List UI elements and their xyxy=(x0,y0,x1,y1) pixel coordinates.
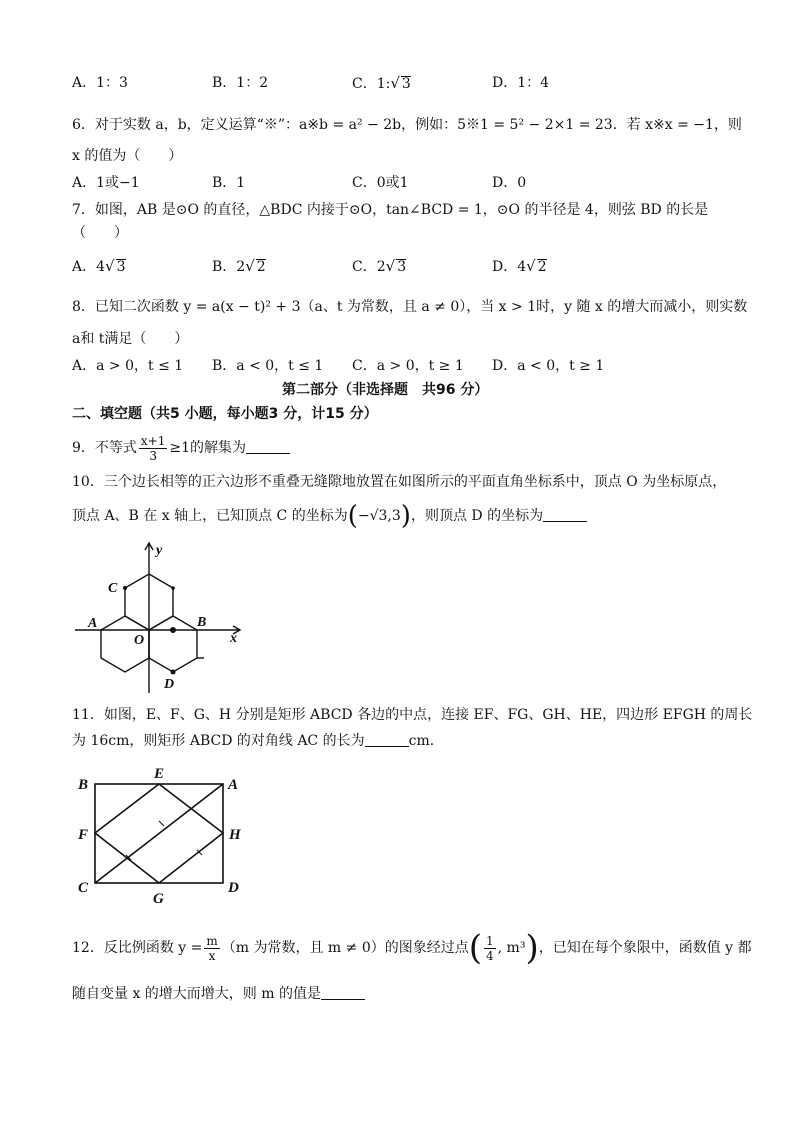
q12-function-denominator: x xyxy=(208,948,216,963)
part2-title: 第二部分（非选择题 共96 分） xyxy=(282,382,489,398)
q7-option-d: D．4√ 2 xyxy=(492,257,547,275)
q6-line1: 6．对于实数 a，b，定义运算“※”：a※b = a² − 2b，例如：5※1 = 5² − 2×1 = 23．若 x※x = −1，则 xyxy=(72,117,742,133)
q12-middle: （m 为常数，且 m ≠ 0）的图象经过点 xyxy=(221,940,469,956)
q7-option-a: A．4√ 3 xyxy=(72,257,126,275)
label-a: A xyxy=(88,616,98,631)
q7-option-a-coef: A．4 xyxy=(72,259,106,275)
q8-line1: 8．已知二次函数 y = a(x − t)² + 3（a、t 为常数，且 a ≠ 0），当 x > 1时，y 随 x 的增大而减小，则实数 xyxy=(72,299,748,315)
q7-option-b: B．2√ 2 xyxy=(212,257,266,275)
q12-function-numerator: m xyxy=(206,933,218,948)
q12-point-denominator: 4 xyxy=(486,948,494,963)
label-c: C xyxy=(78,880,89,896)
q12-line2 xyxy=(72,985,365,1003)
label-y-axis: y xyxy=(156,543,163,558)
q12-point-m: , m³ xyxy=(497,940,526,956)
q8-option-a: A．a > 0，t ≤ 1 xyxy=(72,358,184,374)
q9-suffix: ≥1的解集为 xyxy=(169,440,247,456)
section2-title: 二、填空题（共5 小题，每小题3 分，计15 分） xyxy=(72,406,378,422)
figure-rectangle xyxy=(72,760,252,910)
label-b: B xyxy=(78,777,89,793)
point-b-dot xyxy=(170,627,176,633)
label-g: G xyxy=(153,891,164,907)
q10-answer-blank[interactable] xyxy=(543,507,587,522)
q6-option-d: D．0 xyxy=(492,175,527,191)
q10-line2-suffix: ，则顶点 D 的坐标为 xyxy=(410,508,544,524)
q12-point-fraction xyxy=(484,934,496,963)
q7-option-a-radicand: 3 xyxy=(116,259,126,275)
q5-option-d: D．1：4 xyxy=(492,75,550,91)
label-h: H xyxy=(229,827,241,843)
point-c-dot xyxy=(123,586,127,590)
q9 xyxy=(72,430,290,466)
hexagon-right xyxy=(149,616,197,672)
q12-line1: 12．反比例函数 y = $\frac{m}{x}$ （m 为常数，且 m ≠ 0）的图象经过点( $\frac{1}{4}$ , m³)，已知在每个象限中，函数值 y 都 xyxy=(72,928,752,968)
q7-option-b-coef: B．2 xyxy=(212,259,246,275)
q9-fraction xyxy=(139,434,167,463)
q5-option-c-prefix: C．1: xyxy=(352,76,391,92)
q11-line2 xyxy=(72,732,444,750)
q5-option-c: C．1:√ 3 xyxy=(352,74,411,92)
q12-line2-text: 随自变量 x 的增大而增大，则 m 的值是 xyxy=(72,986,321,1002)
q11-answer-blank[interactable] xyxy=(365,732,409,747)
q12-prefix: 12．反比例函数 y = xyxy=(72,940,203,956)
label-d: D xyxy=(228,880,239,896)
q6-option-b: B．1 xyxy=(212,175,246,191)
q9-answer-blank[interactable] xyxy=(246,439,290,454)
q10-line2: 顶点 A、B 在 x 轴上，已知顶点 C 的坐标为(−√3,3)，则顶点 D 的坐标为 xyxy=(72,504,587,528)
q11-line2-suffix: cm． xyxy=(408,733,444,749)
q12-function-fraction xyxy=(204,934,219,963)
label-d: D xyxy=(164,677,175,692)
q7-option-c-coef: C．2 xyxy=(352,259,386,275)
q6-line2: x 的值为（ ） xyxy=(72,148,183,164)
q10-coordinate-c: −√3,3 xyxy=(357,508,401,524)
q7-line1: 7．如图，AB 是⊙O 的直径，△BDC 内接于⊙O，tan∠BCD = 1，⊙O 的半径是 4，则弦 BD 的长是 xyxy=(72,202,709,218)
q7-option-c: C．2√ 3 xyxy=(352,257,407,275)
q9-numerator: x+1 xyxy=(140,433,166,448)
q7-option-c-radicand: 3 xyxy=(397,259,407,275)
q7-option-d-radicand: 2 xyxy=(537,259,547,275)
point-top-dot xyxy=(171,586,175,590)
q11-line1: 11．如图，E、F、G、H 分别是矩形 ABCD 各边的中点，连接 EF、FG、GH、HE，四边形 EFGH 的周长 xyxy=(72,707,753,723)
label-o: O xyxy=(134,633,145,648)
label-e: E xyxy=(154,766,165,782)
q5-option-b: B．1：2 xyxy=(212,75,269,91)
q12-answer-blank[interactable] xyxy=(321,985,365,1000)
q5-option-a: A．1：3 xyxy=(72,75,128,91)
q9-denominator: 3 xyxy=(149,448,157,463)
label-b: B xyxy=(197,615,207,630)
q8-option-b: B．a < 0，t ≤ 1 xyxy=(212,358,324,374)
q6-option-a: A．1或−1 xyxy=(72,175,140,191)
q11-line2-prefix: 为 16cm，则矩形 ABCD 的对角线 AC 的长为 xyxy=(72,733,365,749)
q9-prefix: 9．不等式 xyxy=(72,440,137,456)
tick-mark-1 xyxy=(159,821,164,826)
figure-hexagons xyxy=(70,538,250,696)
q6-option-c: C．0或1 xyxy=(352,175,409,191)
q5-option-c-radicand: 3 xyxy=(401,76,411,92)
q8-line2: a和 t满足（ ） xyxy=(72,331,189,347)
label-f: F xyxy=(78,827,89,843)
q12-suffix: ，已知在每个象限中，函数值 y 都 xyxy=(538,940,752,956)
diagonal-ac xyxy=(95,784,223,883)
point-d-dot xyxy=(171,670,176,675)
label-c: C xyxy=(108,581,118,596)
label-x-axis: x xyxy=(230,631,237,646)
q8-option-c: C．a > 0，t ≥ 1 xyxy=(352,358,464,374)
q12-point-numerator: 1 xyxy=(486,933,494,948)
label-a: A xyxy=(228,777,239,793)
q7-option-d-coef: D．4 xyxy=(492,259,527,275)
q7-line2: （ ） xyxy=(72,225,128,241)
q10-line2-prefix: 顶点 A、B 在 x 轴上，已知顶点 C 的坐标为 xyxy=(72,508,348,524)
q8-option-d: D．a < 0，t ≥ 1 xyxy=(492,358,605,374)
q10-line1: 10．三个边长相等的正六边形不重叠无缝隙地放置在如图所示的平面直角坐标系中，顶点 O 为坐标原点， xyxy=(72,474,727,490)
q7-option-b-radicand: 2 xyxy=(256,259,266,275)
